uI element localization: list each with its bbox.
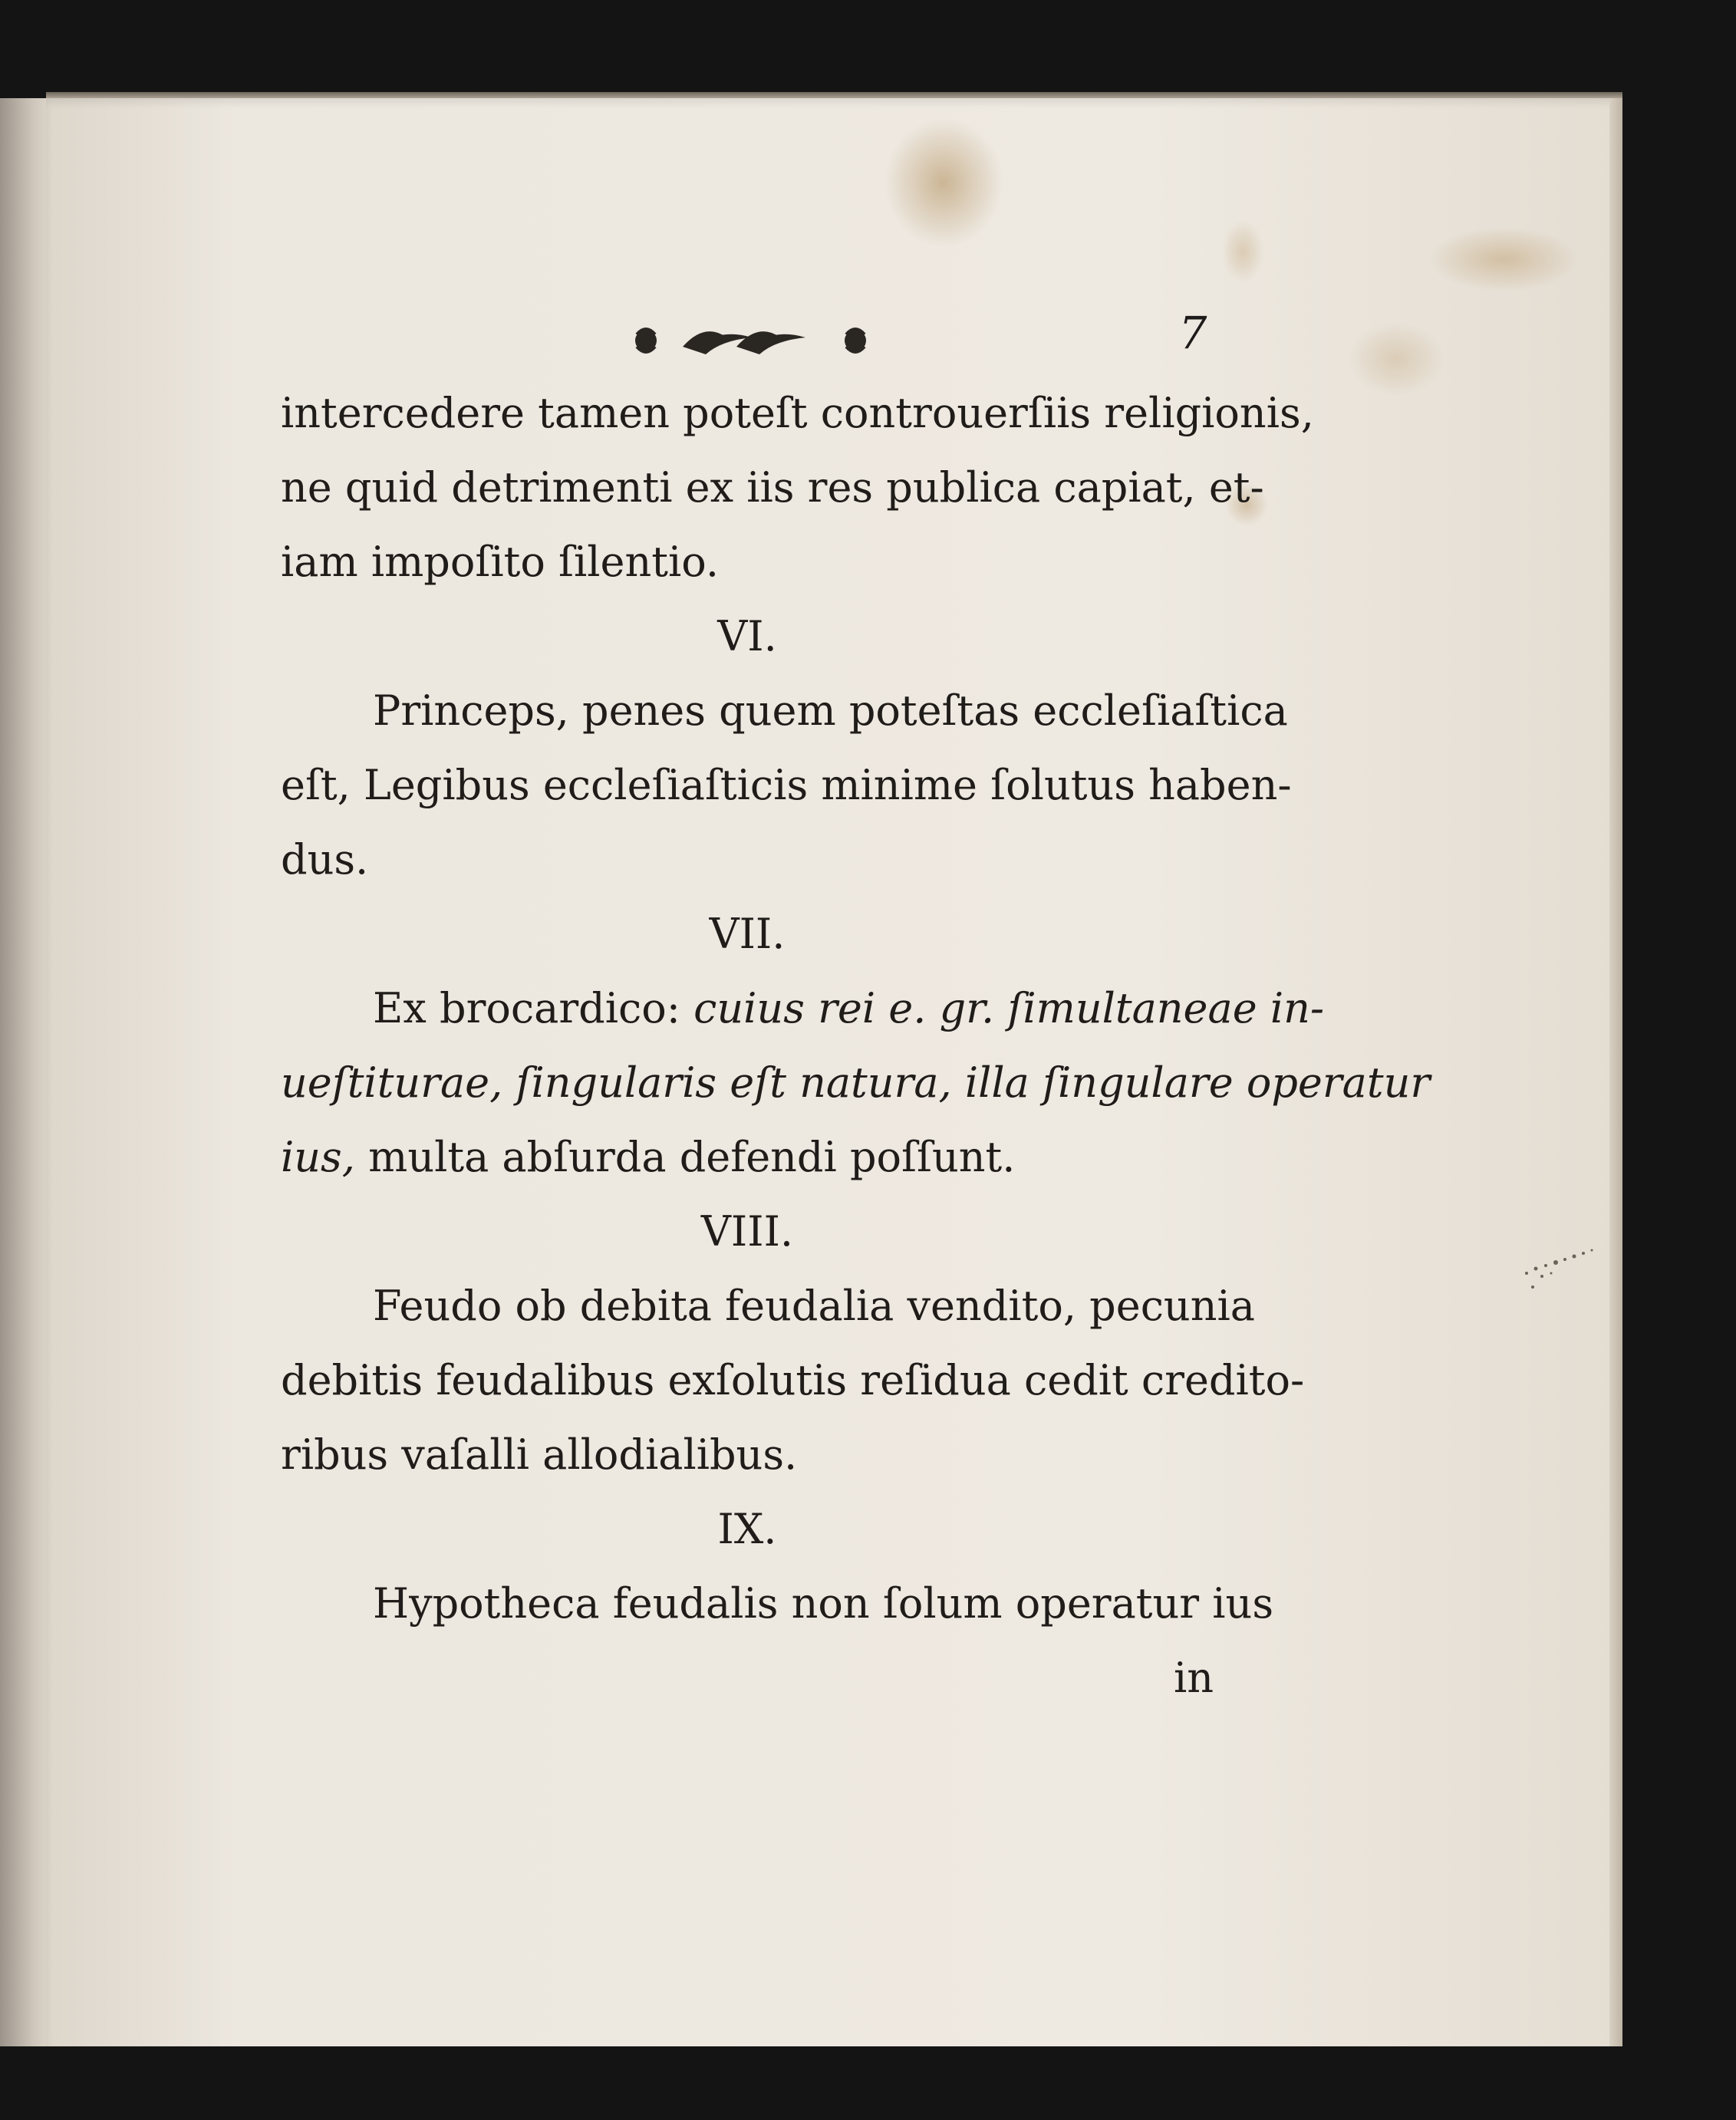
section-heading: VI. [717, 612, 777, 660]
section-heading: VII. [709, 910, 786, 958]
text-line: eſt, Legibus eccleſiaſticis minime ſolutus haben- [281, 761, 1292, 809]
page-header [0, 307, 1736, 376]
italic-text: ius, [281, 1133, 355, 1181]
text-line: Feudo ob debita feudalia vendito, pecunia [373, 1282, 1255, 1330]
text-line: Princeps, penes quem poteſtas eccleſiaſtica [373, 686, 1288, 735]
printers-ornament [629, 318, 875, 364]
section-heading: VIII. [700, 1207, 794, 1256]
text-line: debitis feudalibus exſolutis reſidua cedit credito- [281, 1356, 1305, 1404]
catchword: in [1173, 1654, 1214, 1702]
text-line: intercedere tamen poteſt controuerſiis religionis, [281, 389, 1314, 437]
page-number: 7 [1178, 307, 1207, 359]
text-line: ribus vaſalli allodialibus. [281, 1430, 798, 1479]
text-line: ne quid detrimenti ex iis res publica capiat, et- [281, 463, 1264, 512]
paper-specks [1519, 1243, 1619, 1312]
text-line [281, 1120, 1214, 1194]
text-line: dus. [281, 835, 369, 884]
italic-text-line: ueſtiturae, ſingularis eſt natura, illa ſingulare operatur [281, 1058, 1431, 1107]
body-text [281, 376, 1431, 1715]
text-line [281, 971, 1325, 1045]
italic-text: cuius rei e. gr. ſimultaneae in- [693, 984, 1325, 1032]
text-fragment: Ex brocardico: [373, 984, 680, 1032]
section-heading: IX. [717, 1505, 777, 1553]
text-line: iam impoſito ſilentio. [281, 538, 719, 586]
text-line: Hypotheca feudalis non ſolum operatur ius [373, 1579, 1274, 1628]
text-fragment: multa abſurda defendi poſſunt. [368, 1133, 1016, 1181]
page-right-edge [1609, 98, 1622, 2046]
